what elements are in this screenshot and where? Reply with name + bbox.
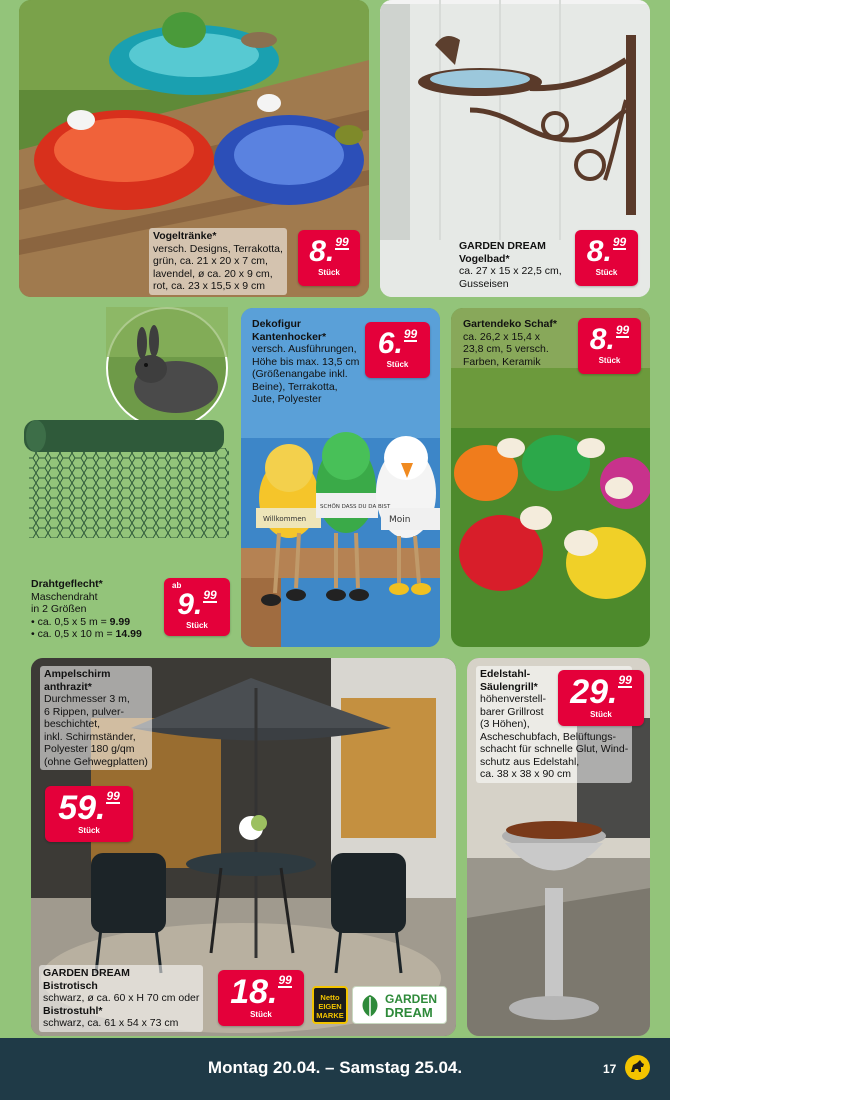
- product-text-dekofigur: [252, 318, 359, 406]
- logo-text: GARDEN: [385, 992, 438, 1006]
- product-desc-line: Polyester 180 g/qm: [44, 743, 135, 755]
- price-cents: 99: [403, 327, 418, 341]
- product-text-bistro: [39, 965, 203, 1032]
- wire-mesh-roll-image: [24, 418, 229, 540]
- product-desc-line: barer Grillrost: [480, 705, 544, 718]
- price-main: 8.: [586, 235, 612, 268]
- netto-logo-text: Netto EIGEN MARKE: [316, 993, 344, 1020]
- product-text-ampelschirm: [40, 666, 152, 770]
- garden-dream-logo: [352, 986, 447, 1024]
- product-desc-line: 23,8 cm, 5 versch.: [463, 343, 549, 355]
- price-cents: 99: [618, 673, 632, 687]
- product-desc-line: schwarz, ca. 61 x 54 x 73 cm: [43, 1017, 179, 1029]
- price-tag-grill: [558, 670, 644, 726]
- product-title: Vogelbad*: [459, 252, 510, 265]
- size-option-label: • ca. 0,5 x 10 m =: [31, 628, 116, 640]
- product-title: Bistrotisch: [43, 979, 98, 992]
- price-main: 6.: [377, 327, 403, 360]
- product-desc-line: grün, ca. 21 x 20 x 7 cm,: [153, 255, 268, 267]
- leaf-icon: [358, 993, 382, 1019]
- product-desc-line: Jute, Polyester: [252, 393, 322, 405]
- product-desc-line: (3 Höhen),: [480, 718, 530, 730]
- product-desc-line: rot, ca. 23 x 15,5 x 9 cm: [153, 280, 266, 292]
- price-tag-dekofigur: [365, 322, 430, 378]
- product-title: Säulengrill*: [480, 680, 538, 693]
- page-margin: [670, 0, 850, 1100]
- price-tag-schaf: [578, 318, 641, 374]
- price-main: 9.: [177, 588, 203, 621]
- size-option-price: 14.99: [115, 628, 142, 640]
- figure-sign-text: SCHÖN DASS DU DA BIST: [320, 504, 391, 510]
- product-desc-line: Höhe bis max. 13,5 cm: [252, 355, 360, 368]
- price-main: 59.: [58, 789, 106, 827]
- product-title: Bistrostuhl*: [43, 1004, 103, 1017]
- price-cents: 99: [203, 588, 217, 602]
- product-desc-line: Beine), Terrakotta,: [252, 380, 338, 393]
- price-main: 8.: [309, 235, 335, 268]
- product-desc-line: 6 Rippen, pulver-: [44, 705, 124, 718]
- price-unit: Stück: [318, 268, 340, 277]
- product-title: Dekofigur: [252, 318, 302, 330]
- rabbit-circle-photo: [106, 307, 228, 429]
- product-desc-line: inkl. Schirmständer,: [44, 730, 136, 743]
- price-cents: 99: [612, 235, 627, 249]
- product-title: Kantenhocker*: [252, 330, 327, 343]
- product-text-drahtgeflecht: [31, 578, 142, 641]
- product-desc-line: beschichtet,: [44, 718, 101, 730]
- price-main: 29.: [570, 673, 618, 711]
- price-from-label: ab: [172, 581, 182, 590]
- product-desc-line: Ascheschubfach, Belüftungs-: [480, 730, 616, 743]
- product-desc-line: schutz aus Edelstahl,: [480, 755, 580, 768]
- product-desc-line: lavendel, ø ca. 20 x 9 cm,: [153, 267, 273, 280]
- netto-scottie-logo-icon: [625, 1055, 650, 1080]
- size-option-price: 9.99: [109, 615, 131, 628]
- price-unit: Stück: [386, 360, 409, 369]
- product-title: Edelstahl-: [480, 668, 531, 680]
- product-desc-line: schacht für schnelle Glut, Wind-: [480, 743, 629, 755]
- size-option-label: • ca. 0,5 x 5 m =: [31, 615, 110, 628]
- size-option: [31, 616, 142, 629]
- product-title: Ampelschirm: [44, 668, 111, 680]
- price-unit: Stück: [590, 710, 612, 719]
- product-title: anthrazit*: [44, 680, 92, 693]
- product-title: Vogeltränke*: [153, 230, 217, 242]
- price-cents: 99: [615, 323, 630, 337]
- price-cents: 99: [106, 789, 120, 803]
- product-desc-line: höhenverstell-: [480, 693, 546, 705]
- figure-sign-text: Moin: [389, 515, 411, 525]
- price-tag-vogeltraenke: [298, 230, 360, 286]
- product-desc-line: in 2 Größen: [31, 603, 87, 615]
- price-cents: 99: [335, 235, 349, 249]
- product-desc-line: (Größenangabe inkl.: [252, 368, 348, 380]
- product-text-vogeltraenke: [149, 228, 287, 295]
- price-unit: Stück: [598, 356, 621, 365]
- product-desc-line: (ohne Gehwegplatten): [44, 755, 148, 768]
- product-desc-line: versch. Ausführungen,: [252, 343, 357, 355]
- netto-eigenmarke-logo: [312, 986, 348, 1024]
- product-desc-line: Farben, Keramik: [463, 355, 541, 368]
- brand-name: GARDEN DREAM: [459, 240, 546, 252]
- price-unit: Stück: [595, 268, 618, 277]
- product-desc-line: ca. 26,2 x 15,4 x: [463, 330, 541, 343]
- price-unit: Stück: [78, 826, 100, 835]
- size-option: [31, 628, 142, 641]
- brand-name: GARDEN DREAM: [43, 967, 130, 979]
- page-number: 17: [603, 1062, 617, 1076]
- price-tag-vogelbad: [575, 230, 638, 286]
- price-tag-ampelschirm: [45, 786, 133, 842]
- offer-date-range: Montag 20.04. – Samstag 25.04.: [207, 1058, 463, 1077]
- price-main: 18.: [230, 973, 278, 1011]
- product-desc-line: Maschendraht: [31, 590, 98, 603]
- product-desc-line: versch. Designs, Terrakotta,: [153, 242, 283, 255]
- product-title: Gartendeko Schaf*: [463, 318, 557, 330]
- product-desc-line: schwarz, ø ca. 60 x H 70 cm oder: [43, 992, 200, 1004]
- product-desc-line: ca. 38 x 38 x 90 cm: [480, 768, 572, 780]
- footer-bar: [0, 1038, 670, 1100]
- price-tag-drahtgeflecht: [164, 578, 230, 636]
- price-unit: Stück: [250, 1010, 272, 1019]
- product-text-vogelbad: [459, 240, 562, 290]
- price-cents: 99: [278, 973, 292, 987]
- figure-sign-text: Willkommen: [263, 515, 307, 523]
- logo-text: DREAM: [385, 1005, 433, 1020]
- price-main: 8.: [589, 323, 615, 356]
- product-title: Drahtgeflecht*: [31, 578, 103, 590]
- product-desc-line: Durchmesser 3 m,: [44, 693, 130, 705]
- price-unit: Stück: [186, 621, 208, 630]
- product-text-schaf: [463, 318, 557, 368]
- product-desc-line: Gusseisen: [459, 277, 509, 290]
- price-tag-bistro: [218, 970, 304, 1026]
- product-desc-line: ca. 27 x 15 x 22,5 cm,: [459, 265, 562, 277]
